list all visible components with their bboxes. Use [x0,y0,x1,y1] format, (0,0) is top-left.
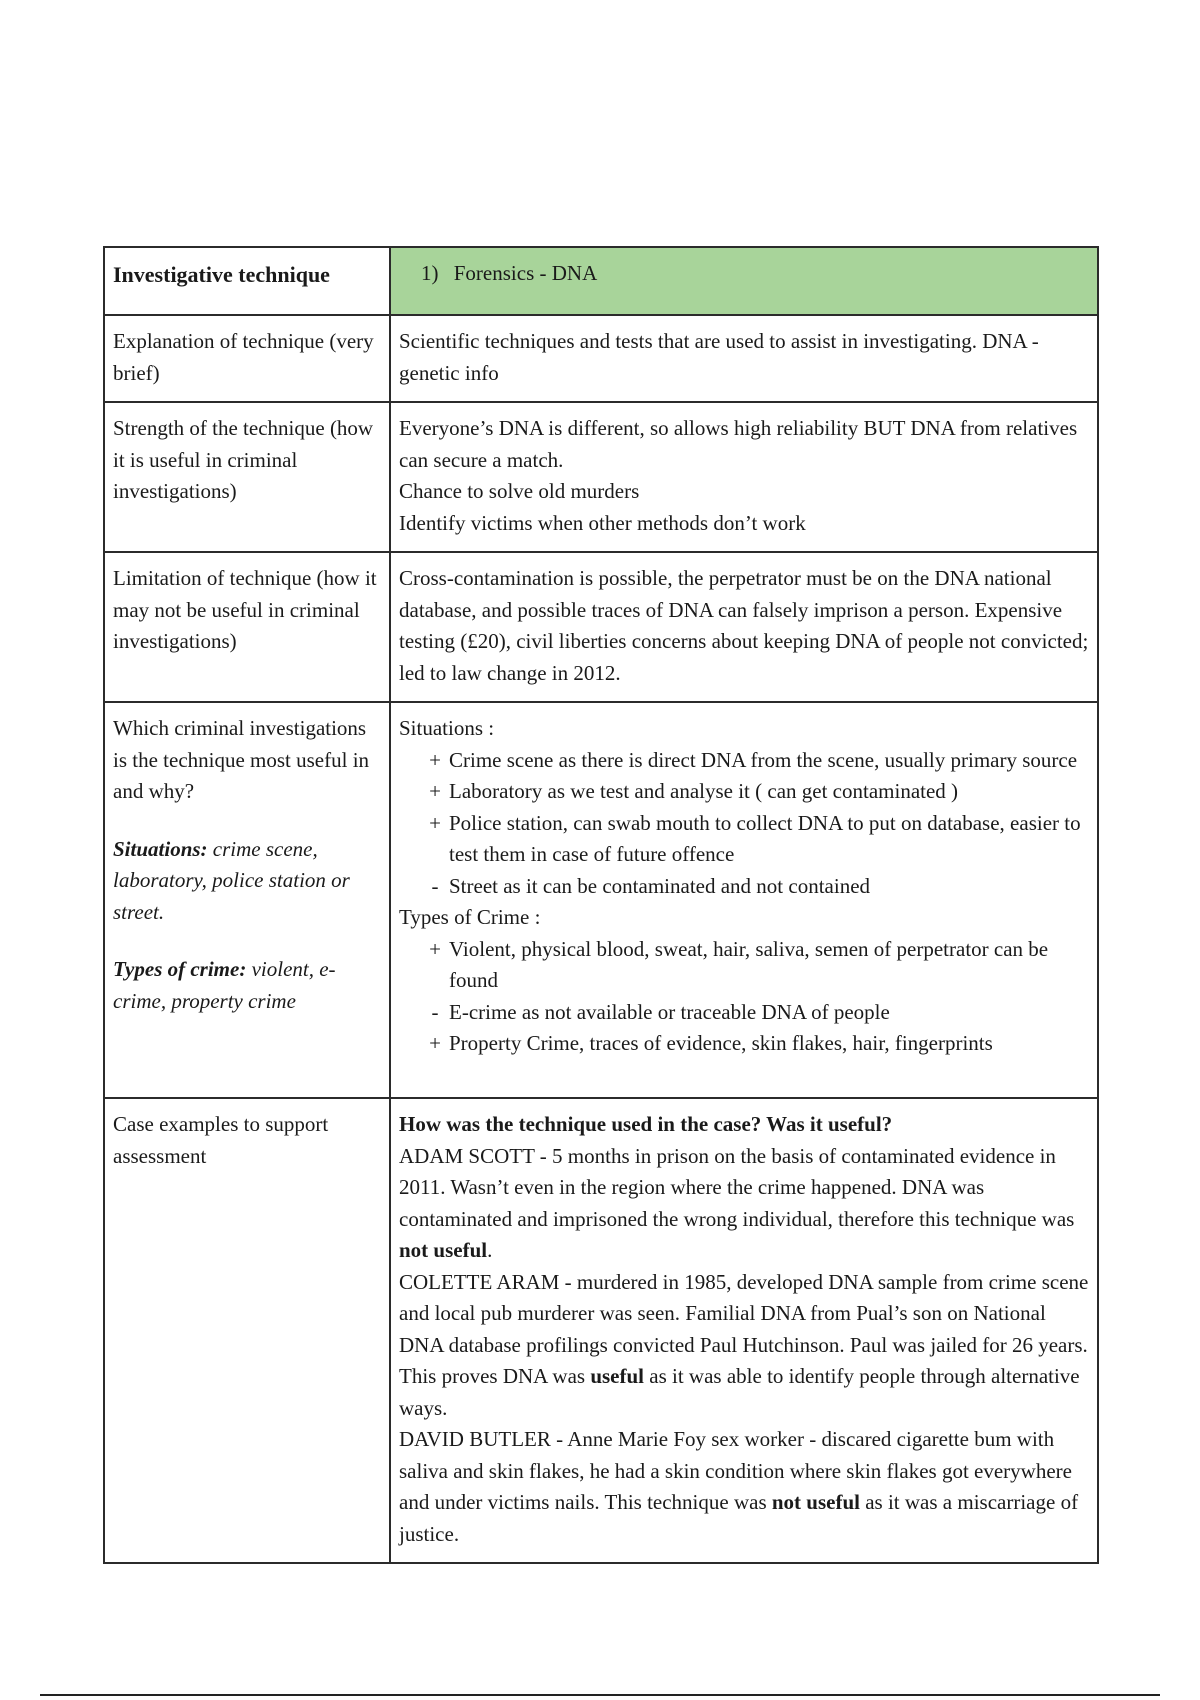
case-text: as it was a miscarriage of justice. [399,1490,1079,1546]
list-item-text: Crime scene as there is direct DNA from the scene, usually primary source [449,747,1078,772]
situations-question: Which criminal investigations is the technique most useful in and why? [113,716,370,803]
cases-text [390,1098,1098,1563]
explanation-label: Explanation of technique (very brief) [104,315,390,402]
header-value-cell [390,247,1098,315]
list-item [427,776,1089,808]
cases-label: Case examples to support assessment [104,1098,390,1563]
list-item-text: Property Crime, traces of evidence, skin flakes, hair, fingerprints [449,1031,993,1055]
case-text: DAVID BUTLER - Anne Marie Foy sex worker - discared cigarette bum with saliva and skin flakes, he had a skin condition where skin flakes got everywhere and under victims nails. This technique was [399,1427,1072,1514]
technique-table [103,246,1099,1564]
list-item [427,934,1089,997]
table-row-strength [104,402,1098,552]
bottom-divider [40,1694,1160,1696]
table-row-explanation [104,315,1098,402]
case-david-butler [399,1424,1089,1550]
situations-heading: Situations: [113,836,208,861]
list-item [427,997,1089,1029]
verdict-not-useful: not useful [771,1490,860,1514]
table-row-cases [104,1098,1098,1563]
header-label: Investigative technique [104,247,390,315]
strength-line: Chance to solve old murders [399,479,640,503]
situations-list: crime scene, laboratory, police station or street. [113,836,350,924]
answer-situations-title: Situations : [399,716,495,740]
plus-mark: + [429,936,441,961]
table-row-limitation [104,552,1098,702]
explanation-text: Scientific techniques and tests that are used to assist in investigating. DNA - genetic info [390,315,1098,402]
list-item-text: E-crime as not available or traceable DNA of people [449,999,890,1024]
situations-answer-cell [390,702,1098,1098]
situations-list-answers [399,745,1089,903]
list-item [427,1028,1089,1060]
plus-mark: + [429,1031,441,1055]
types-list: violent, e-crime, property crime [113,957,336,1013]
case-text: ADAM SCOTT - 5 months in prison on the basis of contaminated evidence in 2011. Wasn’t even in the region where the crime happened. DNA was contaminated and imprisoned the wrong individual, therefore this technique was [399,1143,1075,1231]
case-text: . [487,1238,493,1262]
situations-prompt [113,834,381,929]
verdict-not-useful: not useful [399,1238,488,1262]
strength-label: Strength of the technique (how it is useful in criminal investigations) [104,402,390,552]
table-row-header [104,247,1098,315]
situations-label-cell [104,702,390,1098]
list-item-text: Street as it can be contaminated and not contained [449,873,871,898]
limitation-label: Limitation of technique (how it may not be useful in criminal investigations) [104,552,390,702]
answer-types-title: Types of Crime : [399,905,541,929]
strength-text [390,402,1098,552]
types-prompt [113,954,381,1017]
case-text: as it was able to identify people through alternative ways. [399,1364,1080,1420]
plus-mark: + [429,779,441,803]
case-text: COLETTE ARAM - murdered in 1985, developed DNA sample from crime scene and local pub murderer was seen. Familial DNA from Pual’s son on National DNA database profilings convicted Paul Hutchinson. Paul was jailed for 26 years. This proves DNA was [399,1269,1089,1388]
case-adam-scott [399,1141,1089,1267]
limitation-text: Cross-contamination is possible, the perpetrator must be on the DNA national database, and possible traces of DNA can falsely imprison a person. Expensive testing (£20), civil liberties concerns about keeping DNA of people not convicted; led to law change in 2012. [390,552,1098,702]
header-value: Forensics - DNA [453,261,598,285]
types-heading: Types of crime: [113,957,247,981]
minus-mark: - [431,873,439,898]
strength-line: Everyone’s DNA is different, so allows high reliability BUT DNA from relatives can secure a match. [399,416,1078,472]
verdict-useful: useful [590,1364,645,1388]
list-item-text: Police station, can swab mouth to collect DNA to put on database, easier to test them in case of future offence [449,810,1081,866]
list-item-text: Laboratory as we test and analyse it ( can get contaminated ) [449,779,959,803]
plus-mark: + [429,747,441,772]
header-number: 1) [421,261,439,285]
minus-mark: - [431,999,439,1024]
types-list-answers [399,934,1089,1060]
list-item [427,745,1089,777]
list-item-text: Violent, physical blood, sweat, hair, saliva, semen of perpetrator can be found [449,936,1049,992]
strength-line: Identify victims when other methods don’t work [399,510,806,535]
list-item [427,808,1089,871]
plus-mark: + [429,810,441,835]
case-colette-aram [399,1267,1089,1425]
cases-question: How was the technique used in the case? Was it useful? [399,1112,893,1136]
list-item [427,871,1089,903]
table-row-situations [104,702,1098,1098]
